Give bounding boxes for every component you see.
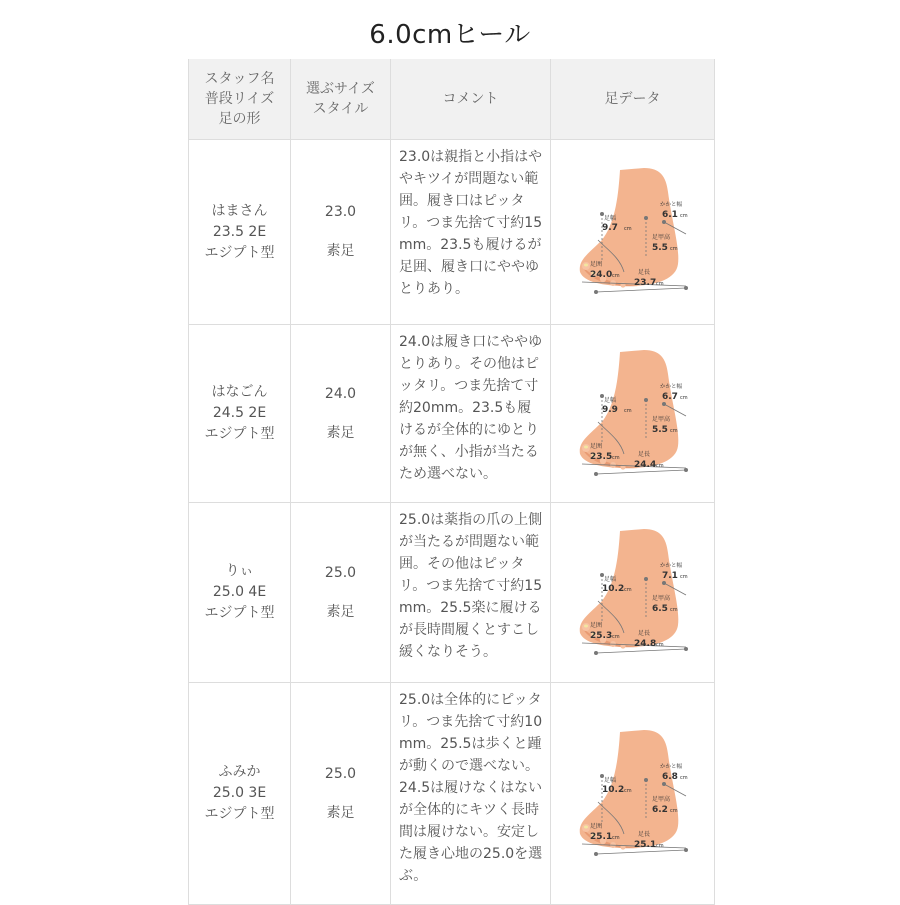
comment-cell: 25.0は薬指の爪の上側が当たるが問題ない範囲。その他はピッタリ。つま先捨て寸約15mm。25.5楽に履けるが長時間履くとすこし緩くなりそう。 — [391, 503, 551, 683]
chosen-size: 25.0 — [324, 564, 357, 581]
label-ball-girth: 足囲 — [589, 822, 602, 830]
table-row — [189, 325, 715, 503]
value-instep-height: 6.2 — [651, 804, 668, 815]
table-header-row — [189, 59, 715, 140]
label-ball-width: 足幅 — [603, 396, 616, 404]
unit-ball-width: cm — [623, 586, 632, 593]
comment-cell: 24.0は履き口にややゆとりあり。その他はピッタリ。つま先捨て寸約20mm。23.5も履けるが全体的にゆとりが無く、小指が当たるため選べない。 — [391, 325, 551, 503]
page-title: 6.0cmヒール — [369, 20, 531, 50]
foot-diagram — [568, 724, 698, 864]
value-ball-girth: 24.0 — [589, 270, 612, 280]
label-instep-height: 足甲高 — [651, 594, 670, 602]
value-length: 24.4 — [633, 459, 656, 470]
foot-diagram — [568, 162, 698, 302]
style: 素足 — [326, 804, 355, 821]
unit-instep-height: cm — [669, 427, 678, 434]
label-ball-girth: 足囲 — [589, 442, 602, 450]
foot-data-cell — [551, 683, 715, 905]
label-length: 足長 — [637, 830, 650, 838]
size-style-cell — [291, 683, 391, 905]
label-ball-girth: 足囲 — [589, 261, 602, 268]
unit-ball-width: cm — [623, 226, 632, 232]
label-heel-width: かかと幅 — [659, 562, 682, 569]
label-ball-width: 足幅 — [603, 215, 616, 222]
label-heel-width: かかと幅 — [659, 383, 682, 390]
value-ball-girth: 23.5 — [589, 451, 612, 462]
foot-diagram — [568, 523, 698, 663]
label-length: 足長 — [637, 629, 650, 637]
label-length: 足長 — [637, 269, 650, 276]
comment-cell: 25.0は全体的にピッタリ。つま先捨て寸約10mm。25.5は歩くと踵が動くので選べない。24.5は履けなくはないが全体的にキツく長時間は履けない。安定した履き心地の25.0を選ぶ。 — [391, 683, 551, 905]
label-instep-height: 足甲高 — [651, 795, 670, 803]
unit-ball-girth: cm — [611, 454, 620, 461]
staff-cell — [189, 503, 291, 683]
unit-instep-height: cm — [669, 246, 678, 252]
style: 素足 — [326, 603, 355, 620]
foot-data-cell — [551, 140, 715, 325]
label-heel-width: かかと幅 — [659, 763, 682, 770]
unit-heel-width: cm — [679, 213, 688, 219]
table-row — [189, 683, 715, 905]
value-length: 23.7 — [633, 278, 656, 288]
value-heel-width: 6.7 — [661, 391, 678, 402]
label-ball-width: 足幅 — [603, 575, 616, 583]
foot-shape: エジプト型 — [204, 806, 275, 822]
unit-ball-girth: cm — [611, 633, 620, 640]
staff-cell — [189, 140, 291, 325]
value-ball-width: 9.9 — [601, 404, 618, 415]
unit-heel-width: cm — [679, 774, 688, 781]
foot-data-cell — [551, 325, 715, 503]
foot-diagram — [568, 344, 698, 484]
value-heel-width: 7.1 — [661, 570, 678, 581]
value-instep-height: 5.5 — [651, 243, 668, 253]
header-size-style: 選ぶサイズ スタイル — [291, 59, 391, 140]
table-row — [189, 503, 715, 683]
value-heel-width: 6.8 — [661, 771, 678, 782]
foot-shape: エジプト型 — [204, 426, 275, 442]
value-ball-girth: 25.1 — [589, 831, 612, 842]
label-length: 足長 — [637, 450, 650, 458]
unit-heel-width: cm — [679, 394, 688, 401]
chosen-size: 24.0 — [324, 385, 357, 402]
value-ball-width: 9.7 — [601, 223, 618, 233]
unit-length: cm — [655, 641, 664, 648]
label-instep-height: 足甲高 — [651, 415, 670, 423]
size-style-cell — [291, 140, 391, 325]
header-comment: コメント — [391, 59, 551, 140]
style: 素足 — [326, 424, 355, 441]
value-length: 25.1 — [633, 839, 656, 850]
unit-ball-width: cm — [623, 787, 632, 794]
header-foot-data: 足データ — [551, 59, 715, 140]
foot-data-cell — [551, 503, 715, 683]
label-ball-girth: 足囲 — [589, 621, 602, 629]
foot-shape: エジプト型 — [204, 244, 275, 261]
value-ball-width: 10.2 — [601, 583, 624, 594]
staff-cell — [189, 325, 291, 503]
value-instep-height: 6.5 — [651, 603, 668, 614]
usual-size: 24.5 2E — [212, 405, 267, 421]
unit-ball-girth: cm — [611, 273, 620, 279]
size-comparison-table — [188, 59, 715, 905]
size-style-cell — [291, 503, 391, 683]
label-heel-width: かかと幅 — [659, 202, 682, 208]
value-ball-width: 10.2 — [601, 784, 624, 795]
usual-size: 25.0 4E — [212, 584, 267, 600]
usual-size: 25.0 3E — [212, 785, 267, 801]
value-heel-width: 6.1 — [661, 210, 678, 220]
unit-length: cm — [655, 281, 664, 287]
style: 素足 — [326, 243, 355, 259]
unit-instep-height: cm — [669, 807, 678, 814]
value-ball-girth: 25.3 — [589, 630, 612, 641]
staff-name: はまさん — [211, 202, 268, 219]
unit-length: cm — [655, 462, 664, 469]
staff-cell — [189, 683, 291, 905]
unit-heel-width: cm — [679, 573, 688, 580]
chosen-size: 25.0 — [324, 765, 357, 782]
header-staff: スタッフ名 普段リイズ 足の形 — [189, 59, 291, 140]
staff-name: ふみか — [218, 764, 261, 780]
label-ball-width: 足幅 — [603, 776, 616, 784]
table-row — [189, 140, 715, 325]
unit-instep-height: cm — [669, 606, 678, 613]
label-instep-height: 足甲高 — [651, 234, 670, 241]
value-length: 24.8 — [633, 638, 656, 649]
value-instep-height: 5.5 — [651, 424, 668, 435]
usual-size: 23.5 2E — [212, 223, 267, 240]
unit-ball-width: cm — [623, 407, 632, 414]
size-style-cell — [291, 325, 391, 503]
staff-name: りぃ — [225, 563, 254, 579]
chosen-size: 23.0 — [324, 204, 357, 220]
unit-ball-girth: cm — [611, 834, 620, 841]
foot-shape: エジプト型 — [204, 605, 275, 621]
staff-name: はなごん — [211, 384, 268, 400]
unit-length: cm — [655, 842, 664, 849]
comment-cell: 23.0は親指と小指はややキツイが問題ない範囲。履き口はピッタリ。つま先捨て寸約15mm。23.5も履けるが足囲、履き口にややゆとりあり。 — [391, 140, 551, 325]
